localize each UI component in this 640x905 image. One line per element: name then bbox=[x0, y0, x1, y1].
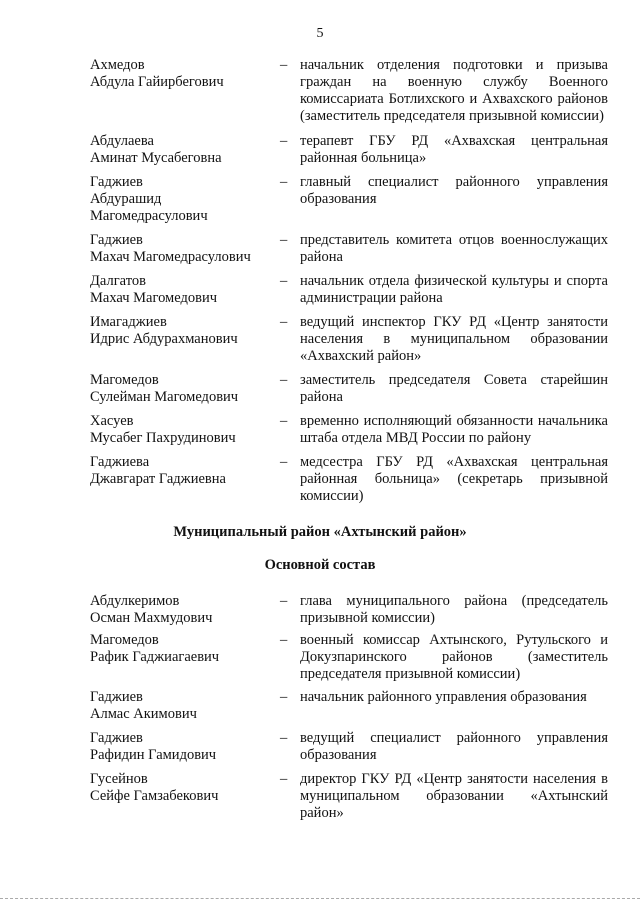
member-given-name: Осман Махмудович bbox=[90, 610, 213, 626]
member-role: начальник районного управления образования bbox=[300, 689, 587, 705]
dash-separator: – bbox=[280, 730, 288, 746]
member-surname: Магомедов bbox=[90, 372, 159, 388]
member-role: начальник отдела физической культуры и спорта администрации района bbox=[300, 273, 608, 306]
dash-separator: – bbox=[280, 232, 288, 248]
member-given-name: Махач Магомедович bbox=[90, 290, 217, 306]
dash-separator: – bbox=[280, 771, 288, 787]
dash-separator: – bbox=[280, 273, 288, 289]
member-surname: Гаджиев bbox=[90, 730, 143, 746]
member-given-name: Абдула Гайирбегович bbox=[90, 74, 224, 90]
dash-separator: – bbox=[280, 372, 288, 388]
member-role: военный комиссар Ахтынского, Рутульского и Докузпаринского районов (заместитель председателя призывной комиссии) bbox=[300, 632, 608, 682]
member-role: заместитель председателя Совета старейшин района bbox=[300, 372, 608, 405]
member-surname: Гаджиева bbox=[90, 454, 150, 470]
member-given-name: Алмас Акимович bbox=[90, 706, 197, 722]
member-surname: Далгатов bbox=[90, 273, 146, 289]
member-surname: Абдулкеримов bbox=[90, 593, 180, 609]
member-role: медсестра ГБУ РД «Ахвахская центральная районная больница» (секретарь призывной комиссии) bbox=[300, 454, 608, 504]
member-role: представитель комитета отцов военнослужащих района bbox=[300, 232, 608, 265]
member-given-name: Махач Магомедрасулович bbox=[90, 249, 251, 265]
member-surname: Магомедов bbox=[90, 632, 159, 648]
member-given-name: Рафидин Гамидович bbox=[90, 747, 217, 763]
scan-edge-line bbox=[0, 898, 640, 899]
member-role: временно исполняющий обязанности начальника штаба отдела МВД России по району bbox=[300, 413, 608, 446]
dash-separator: – bbox=[280, 632, 288, 648]
member-surname: Гаджиев bbox=[90, 174, 143, 190]
member-given-name: Сейфе Гамзабекович bbox=[90, 788, 219, 804]
member-role: начальник отделения подготовки и призыва граждан на военную службу Военного комиссариата Ботлихского и Ахвахского районов (заместитель председателя призывной комиссии) bbox=[300, 57, 608, 124]
member-given-name: Сулейман Магомедович bbox=[90, 389, 239, 405]
member-surname: Гаджиев bbox=[90, 689, 143, 705]
dash-separator: – bbox=[280, 174, 288, 190]
dash-separator: – bbox=[280, 133, 288, 149]
member-role: глава муниципального района (председатель призывной комиссии) bbox=[300, 593, 608, 626]
composition-heading: Основной состав bbox=[264, 557, 376, 573]
dash-separator: – bbox=[280, 314, 288, 330]
member-surname: Имагаджиев bbox=[90, 314, 167, 330]
member-surname: Ахмедов bbox=[90, 57, 145, 73]
dash-separator: – bbox=[280, 689, 288, 705]
member-surname: Абдулаева bbox=[90, 133, 154, 149]
dash-separator: – bbox=[280, 593, 288, 609]
dash-separator: – bbox=[280, 413, 288, 429]
district-heading: Муниципальный район «Ахтынский район» bbox=[173, 524, 467, 540]
page-number: 5 bbox=[316, 26, 324, 41]
member-role: ведущий специалист районного управления образования bbox=[300, 730, 608, 763]
member-surname: Хасуев bbox=[90, 413, 134, 429]
member-role: ведущий инспектор ГКУ РД «Центр занятости населения в муниципальном образовании «Ахвахский район» bbox=[300, 314, 608, 364]
dash-separator: – bbox=[280, 454, 288, 470]
member-given-name: Рафик Гаджиагаевич bbox=[90, 649, 220, 665]
dash-separator: – bbox=[280, 57, 288, 73]
member-role: главный специалист районного управления образования bbox=[300, 174, 608, 207]
member-surname: Гаджиев bbox=[90, 232, 143, 248]
member-given-name: Аминат Мусабеговна bbox=[90, 150, 222, 166]
member-given-name: Идрис Абдурахманович bbox=[90, 331, 238, 347]
member-given-name: Мусабег Пахрудинович bbox=[90, 430, 236, 446]
member-role: директор ГКУ РД «Центр занятости населения в муниципальном образовании «Ахтынский район» bbox=[300, 771, 608, 821]
member-surname: Гусейнов bbox=[90, 771, 148, 787]
member-given-name: Джавгарат Гаджиевна bbox=[90, 471, 226, 487]
member-given-name: Абдурашид bbox=[90, 191, 162, 207]
member-role: терапевт ГБУ РД «Ахвахская центральная районная больница» bbox=[300, 133, 608, 166]
member-patronymic: Магомедрасулович bbox=[90, 208, 208, 224]
